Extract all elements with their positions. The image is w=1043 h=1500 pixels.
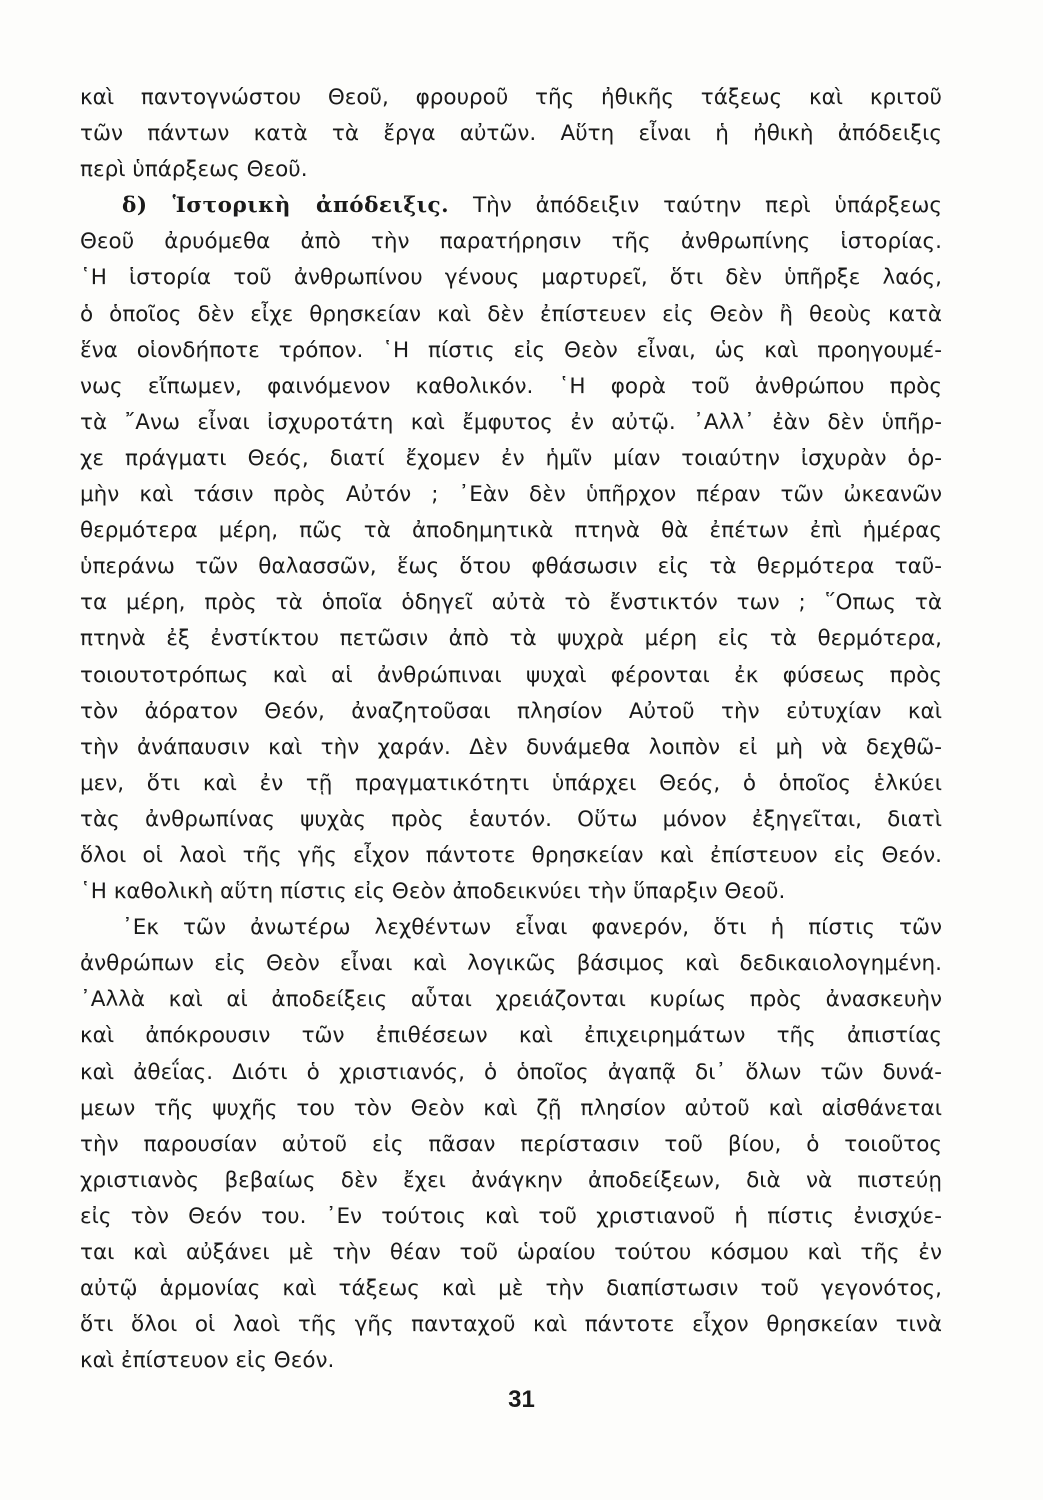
text-line: θερμότερα μέρη, πῶς τὰ ἀποδημητικὰ πτηνὰ θὰ ἐπέτων ἐπὶ ἡμέρας bbox=[80, 518, 942, 544]
text-line: καὶ ἀπόκρουσιν τῶν ἐπιθέσεων καὶ ἐπιχειρημάτων τῆς ἀπιστίας bbox=[80, 1023, 942, 1049]
text-line: Θεοῦ ἀρυόμεθα ἀπὸ τὴν παρατήρησιν τῆς ἀνθρωπίνης ἱστορίας. bbox=[80, 229, 942, 255]
text-line: καὶ ἐπίστευον εἰς Θεόν. bbox=[80, 1348, 335, 1374]
text-line: μεν, ὅτι καὶ ἐν τῇ πραγματικότητι ὑπάρχει Θεός, ὁ ὁποῖος ἑλκύει bbox=[80, 770, 942, 796]
text-line: χριστιανὸς βεβαίως δὲν ἔχει ἀνάγκην ἀποδείξεων, διὰ νὰ πιστεύῃ bbox=[80, 1167, 942, 1193]
text-line: τὰς ἀνθρωπίνας ψυχὰς πρὸς ἑαυτόν. Οὕτω μόνον ἐξηγεῖται, διατὶ bbox=[80, 806, 942, 832]
text-line: εἰς τὸν Θεόν του. ᾿Εν τούτοις καὶ τοῦ χριστιανοῦ ἡ πίστις ἐνισχύε- bbox=[80, 1203, 942, 1229]
body-text bbox=[80, 80, 942, 1379]
text-line: ὁ ὁποῖος δὲν εἶχε θρησκείαν καὶ δὲν ἐπίστευεν εἰς Θεὸν ἢ θεοὺς κατὰ bbox=[80, 301, 942, 327]
text-line: τὴν ἀνάπαυσιν καὶ τὴν χαράν. Δὲν δυνάμεθα λοιπὸν εἰ μὴ νὰ δεχθῶ- bbox=[80, 734, 942, 760]
section-heading-line bbox=[80, 188, 942, 224]
text-line: καὶ παντογνώστου Θεοῦ, φρουροῦ τῆς ἠθικῆς τάξεως καὶ κριτοῦ bbox=[80, 85, 942, 110]
text-line: νως εἴπωμεν, φαινόμενον καθολικόν. ῾Η φορὰ τοῦ ἀνθρώπου πρὸς bbox=[80, 373, 942, 399]
text-line: ᾿Εκ τῶν ἀνωτέρω λεχθέντων εἶναι φανερόν, ὅτι ἡ πίστις τῶν bbox=[122, 915, 942, 941]
text-line: ὅλοι οἱ λαοὶ τῆς γῆς εἶχον πάντοτε θρησκείαν καὶ ἐπίστευον εἰς Θεόν. bbox=[80, 842, 942, 868]
text-line: τα μέρη, πρὸς τὰ ὁποῖα ὁδηγεῖ αὐτὰ τὸ ἔνστικτόν των ; ῞Οπως τὰ bbox=[80, 590, 942, 616]
text-line: τὸν ἀόρατον Θεόν, ἀναζητοῦσαι πλησίον Αὐτοῦ τὴν εὐτυχίαν καὶ bbox=[80, 698, 942, 724]
text-line: καὶ ἀθεΐας. Διότι ὁ χριστιανός, ὁ ὁποῖος ἀγαπᾷ δι᾿ ὅλων τῶν δυνά- bbox=[80, 1059, 942, 1085]
text-line: ἀνθρώπων εἰς Θεὸν εἶναι καὶ λογικῶς βάσιμος καὶ δεδικαιολογημένη. bbox=[80, 951, 942, 977]
text-line: ῾Η καθολικὴ αὕτη πίστις εἰς Θεὸν ἀποδεικνύει τὴν ὕπαρξιν Θεοῦ. bbox=[80, 879, 786, 905]
page-number: 31 bbox=[508, 1386, 535, 1413]
text-line: μεων τῆς ψυχῆς του τὸν Θεὸν καὶ ζῇ πλησίον αὐτοῦ καὶ αἰσθάνεται bbox=[80, 1095, 942, 1121]
text-line: περὶ ὑπάρξεως Θεοῦ. bbox=[80, 157, 308, 183]
text-line: τῶν πάντων κατὰ τὰ ἔργα αὐτῶν. Αὕτη εἶναι ἡ ἠθικὴ ἀπόδειξις bbox=[80, 121, 942, 147]
section-heading: δ) Ἱστορικὴ ἀπόδειξις. bbox=[122, 193, 450, 219]
text-line: αὐτῷ ἁρμονίας καὶ τάξεως καὶ μὲ τὴν διαπίστωσιν τοῦ γεγονότος, bbox=[80, 1276, 942, 1302]
text-line: τὰ ῎Ανω εἶναι ἰσχυροτάτη καὶ ἔμφυτος ἐν αὐτῷ. ᾿Αλλ᾿ ἐὰν δὲν ὑπῆρ- bbox=[80, 409, 942, 435]
text-line: χε πράγματι Θεός, διατί ἔχομεν ἐν ἡμῖν μίαν τοιαύτην ἰσχυρὰν ὁρ- bbox=[80, 445, 942, 471]
text-line: ἕνα οἱονδήποτε τρόπον. ῾Η πίστις εἰς Θεὸν εἶναι, ὡς καὶ προηγουμέ- bbox=[80, 337, 942, 363]
text-line: πτηνὰ ἐξ ἐνστίκτου πετῶσιν ἀπὸ τὰ ψυχρὰ μέρη εἰς τὰ θερμότερα, bbox=[80, 626, 942, 652]
text-line: ὅτι ὅλοι οἱ λαοὶ τῆς γῆς πανταχοῦ καὶ πάντοτε εἶχον θρησκείαν τινὰ bbox=[80, 1312, 942, 1338]
text-line: ὑπεράνω τῶν θαλασσῶν, ἕως ὅτου φθάσωσιν εἰς τὰ θερμότερα ταῦ- bbox=[80, 554, 942, 580]
text-line: ᾿Αλλὰ καὶ αἱ ἀποδείξεις αὗται χρειάζονται κυρίως πρὸς ἀνασκευὴν bbox=[80, 987, 942, 1013]
text-line: τοιουτοτρόπως καὶ αἱ ἀνθρώπιναι ψυχαὶ φέρονται ἐκ φύσεως πρὸς bbox=[80, 662, 942, 688]
text-line: ῾Η ἱστορία τοῦ ἀνθρωπίνου γένους μαρτυρεῖ, ὅτι δὲν ὑπῆρξε λαός, bbox=[80, 265, 942, 291]
text-line: τὴν παρουσίαν αὐτοῦ εἰς πᾶσαν περίστασιν τοῦ βίου, ὁ τοιοῦτος bbox=[80, 1131, 942, 1157]
text-line: ται καὶ αὐξάνει μὲ τὴν θέαν τοῦ ὡραίου τούτου κόσμου καὶ τῆς ἐν bbox=[80, 1240, 942, 1265]
text-line: μὴν καὶ τάσιν πρὸς Αὐτόν ; ᾿Εὰν δὲν ὑπῆρχον πέραν τῶν ὠκεανῶν bbox=[80, 482, 942, 508]
text-line: Τὴν ἀπόδειξιν ταύτην περὶ ὑπάρξεως bbox=[473, 193, 942, 219]
